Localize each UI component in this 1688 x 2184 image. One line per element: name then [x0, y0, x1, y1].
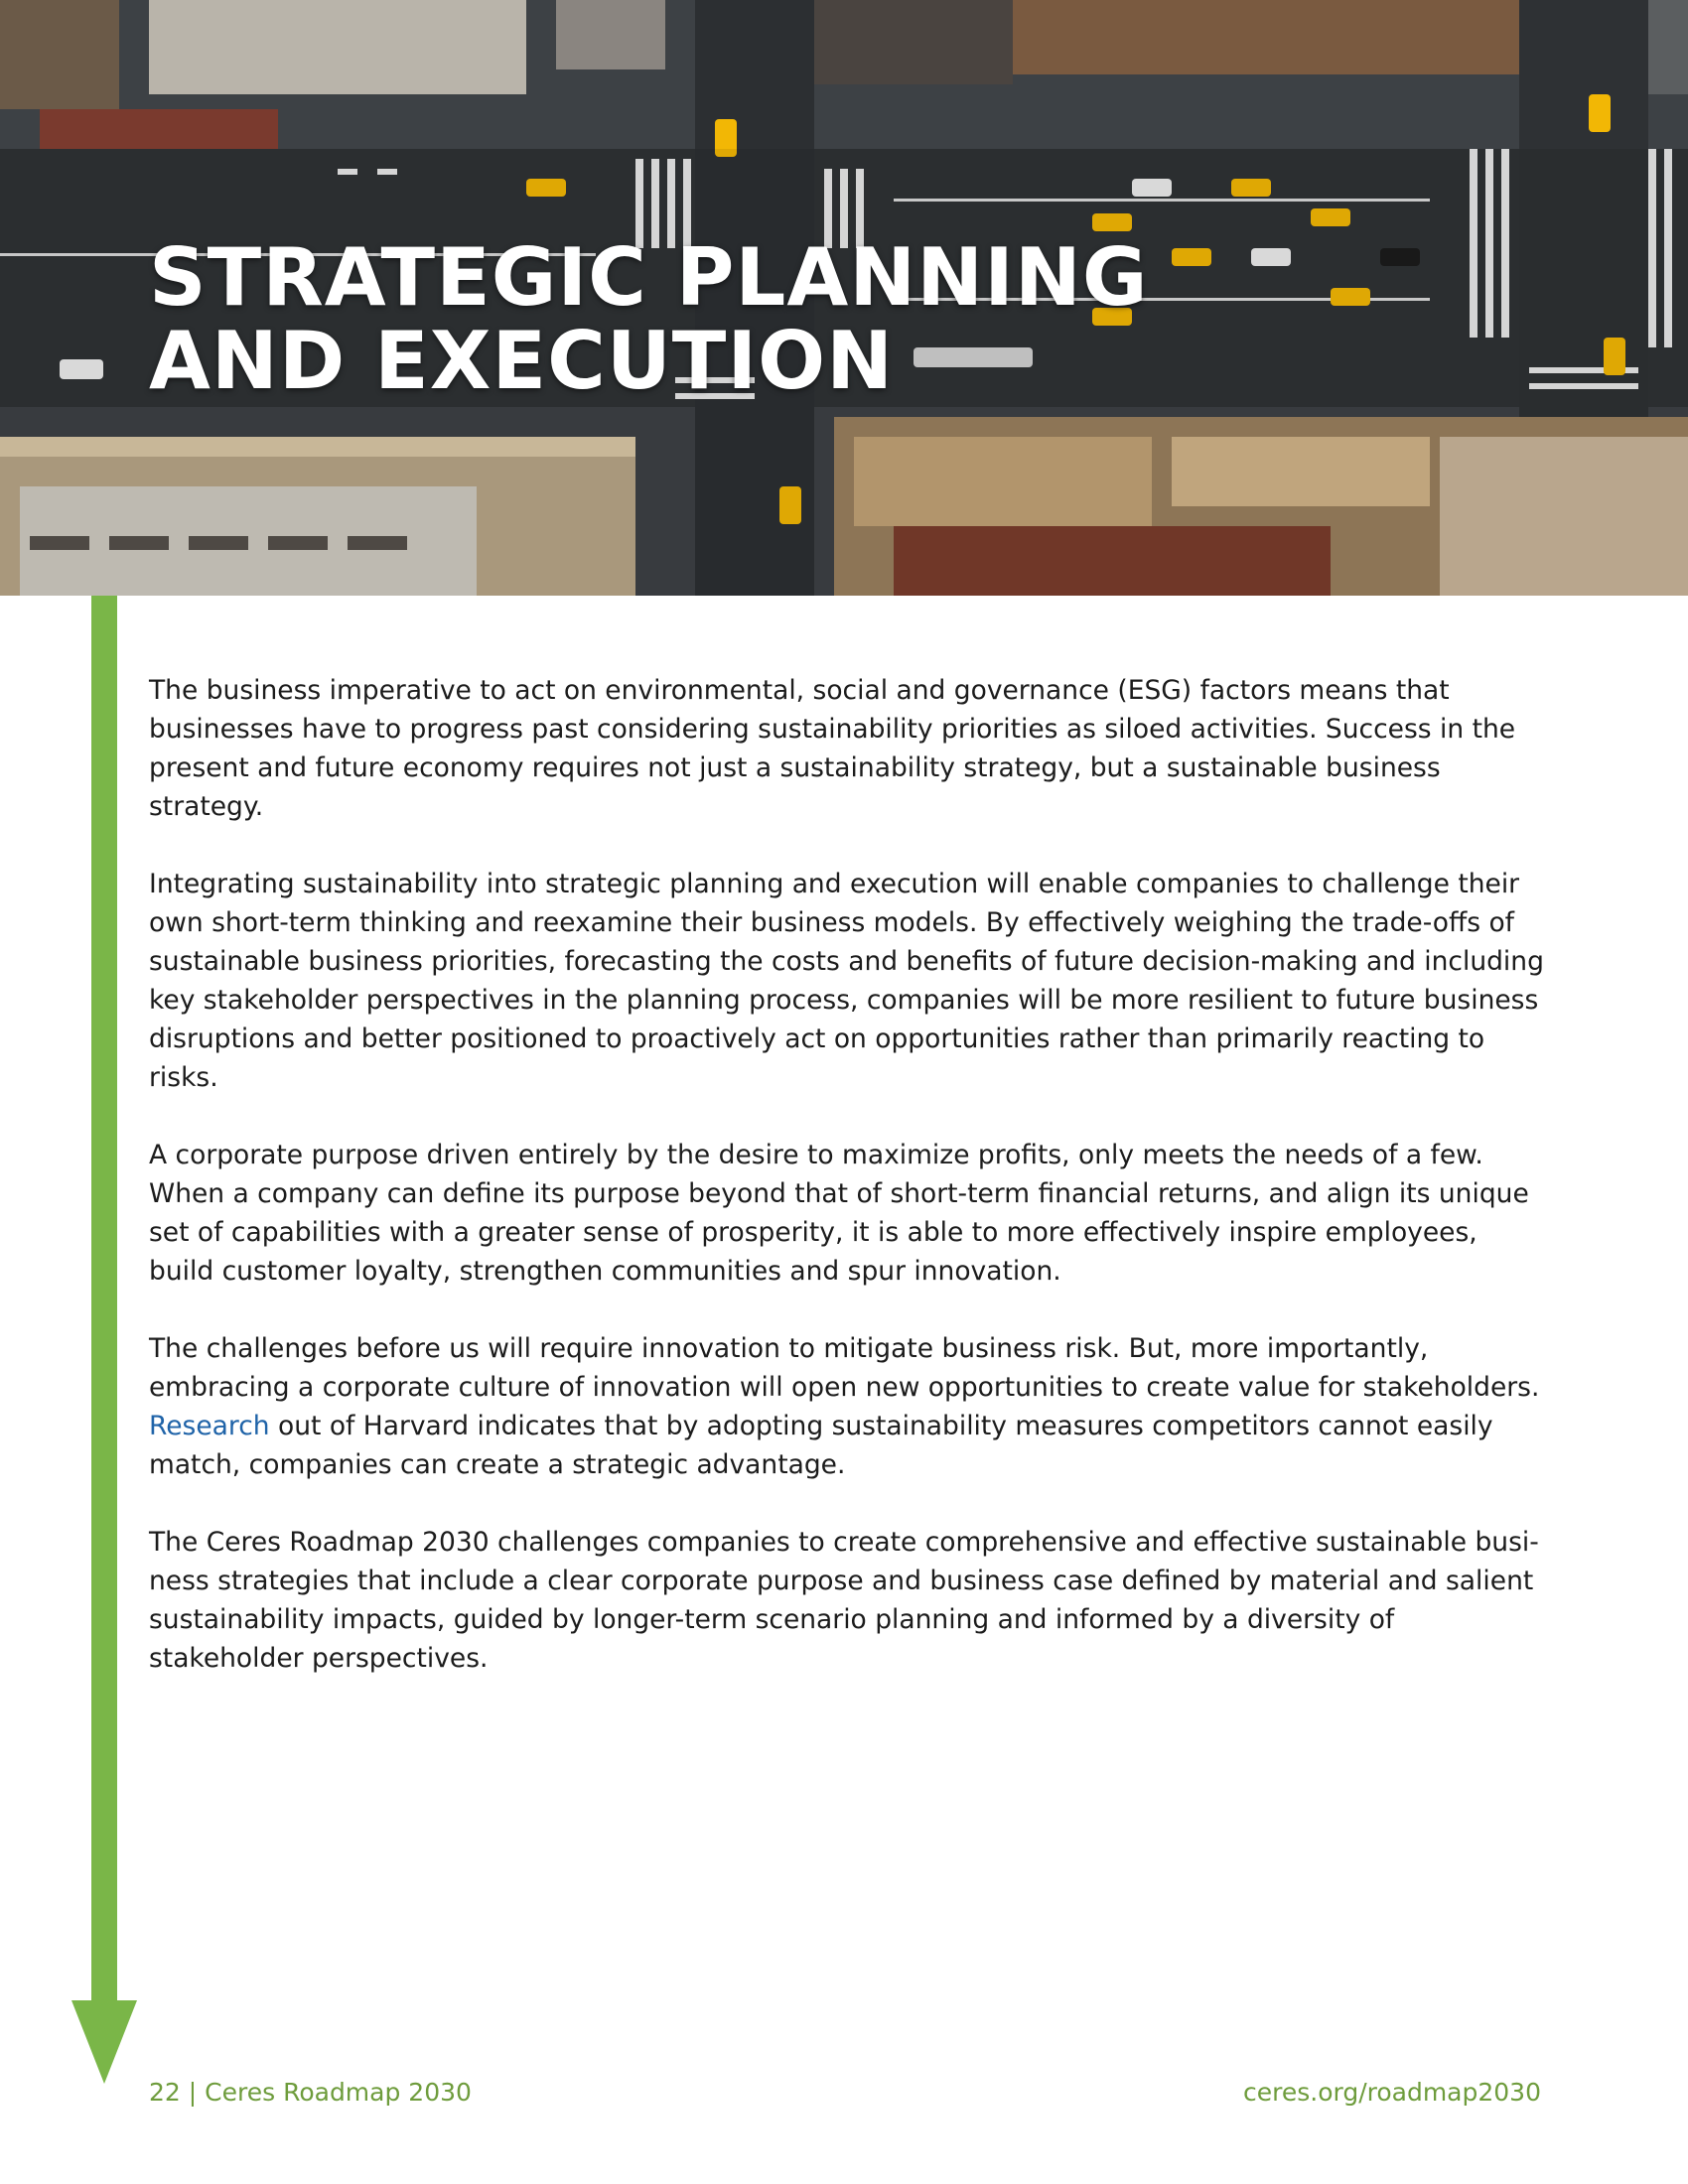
paragraph-5: The Ceres Roadmap 2030 challenges companies to create comprehensive and effective sustainable business strategies that include a clear corporate purpose and business case defined by material and salient sustainability impacts, guided by longer-term scenario planning and informed by a diversity of stakeholder perspectives.: [149, 1527, 1539, 1674]
body-content: [149, 671, 1549, 1716]
down-arrow-icon: [71, 2000, 137, 2084]
paragraph-2: Integrating sustainability into strategic planning and execution will enable companies to challenge their own short-term thinking and reexamine their business models. By effectively weighing the trade-offs of sustainable business priorities, forecasting the costs and benefits of future decision-making and including key stakeholder perspectives in the planning process, companies will be more resilient to future business disruptions and better positioned to proactively act on opportunities rather than primarily reacting to risks.: [149, 869, 1544, 1093]
page-title: [149, 231, 1149, 407]
paragraph-4-after: out of Harvard indicates that by adopting sustainability measures competitors cannot easily match, companies can create a strategic advantage.: [149, 1411, 1493, 1480]
paragraph-4-before: The challenges before us will require innovation to mitigate business risk. But, more importantly, embracing a corporate culture of innovation will open new opportunities to create value for stakeholders.: [149, 1333, 1540, 1403]
publication-name: Ceres Roadmap 2030: [205, 2078, 472, 2107]
footer-separator: |: [188, 2078, 198, 2107]
paragraph-1: The business imperative to act on environmental, social and governance (ESG) factors means that businesses have to progress past considering sustainability priorities as siloed activities. Success in the present and future economy requires not just a sustainability strategy, but a sustainable business strategy.: [149, 675, 1516, 822]
footer-page-info: [149, 2078, 472, 2107]
page-title-line-2: AND EXECUTION: [149, 315, 895, 407]
page-number: 22: [149, 2078, 181, 2107]
footer-url[interactable]: ceres.org/roadmap2030: [1242, 2078, 1541, 2107]
accent-vertical-bar: [91, 596, 117, 2005]
page-title-line-1: STRATEGIC PLANNING: [149, 231, 1149, 324]
paragraph-4: [149, 1329, 1549, 1484]
hero-banner: [0, 0, 1688, 596]
research-link[interactable]: Research: [149, 1411, 270, 1441]
paragraph-3: A corporate purpose driven entirely by the desire to maximize profits, only meets the needs of a few. When a company can define its purpose beyond that of short-term financial returns, and align its unique set of capabilities with a greater sense of prosperity, it is able to more effectively inspire employees, build customer loyalty, strengthen communities and spur innovation.: [149, 1140, 1529, 1287]
